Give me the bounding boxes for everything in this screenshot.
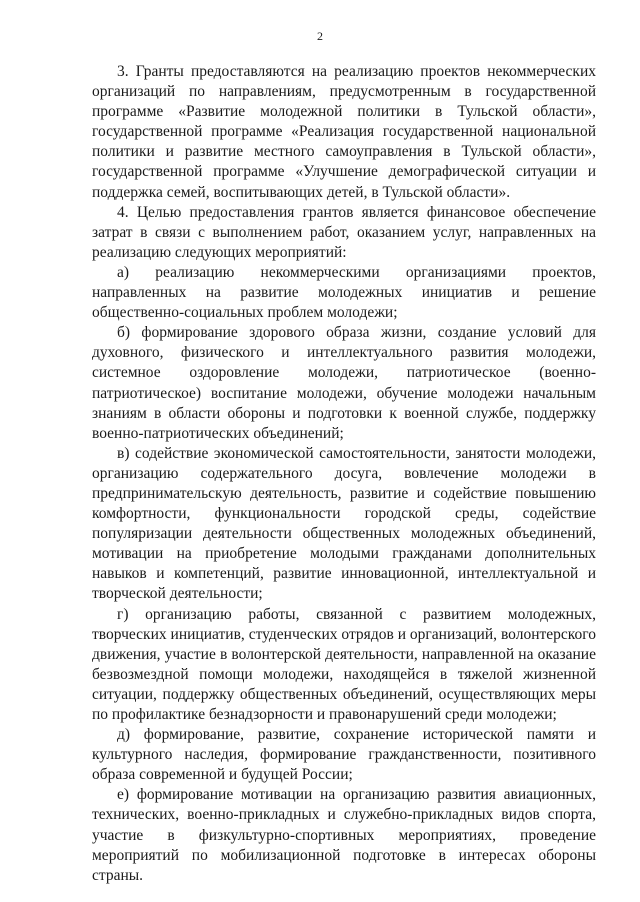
list-item-g: г) организацию работы, связанной с развитием молодежных, творческих инициатив, студенческих отрядов и организаций, волонтерского движения, участие в волонтерской деятельности, направленной на оказание безвозмездной помощи молодежи, находящейся в тяжелой жизненной ситуации, поддержку общественных объединений, осуществляющих меры по профилактике безнадзорности и правонарушений среди молодежи; <box>92 605 596 723</box>
list-item-d: д) формирование, развитие, сохранение исторической памяти и культурного наследия, формирование гражданственности, позитивного образа современной и будущей России; <box>92 726 596 784</box>
list-item-v: в) содействие экономической самостоятельности, занятости молодежи, организацию содержательного досуга, вовлечение молодежи в предпринимательскую деятельность, развитие и содействие повышению комфортности, функциональности городской среды, содействие популяризации деятельности общественных молодежных объединений, мотивации на приобретение молодыми гражданами дополнительных навыков и компетенций, развитие инновационной, интеллектуальной и творческой деятельности; <box>92 444 596 603</box>
list-item-b: б) формирование здорового образа жизни, создание условий для духовного, физического и интеллектуального развития молодежи, системное оздоровление молодежи, патриотическое (военно-патриотическое) воспитание молодежи, обучение молодежи начальным знаниям в области обороны и подготовки к военной службе, поддержку военно-патриотических объединений; <box>92 324 596 442</box>
list-item-e: е) формирование мотивации на организацию развития авиационных, технических, военно-прикладных и служебно-прикладных видов спорта, участие в физкультурно-спортивных мероприятиях, проведение мероприятий по мобилизационной подготовке в интересах обороны страны. <box>92 786 596 884</box>
list-item-a: а) реализацию некоммерческими организациями проектов, направленных на развитие молодежных инициатив и решение общественно-социальных проблем молодежи; <box>92 263 596 322</box>
document-body <box>92 62 596 886</box>
page-number: 2 <box>317 29 323 43</box>
paragraph-3-grants-directions: 3. Гранты предоставляются на реализацию проектов некоммерческих организаций по направлениям, предусмотренным в государственной программе «Развитие молодежной политики в Тульской области», государственной программе «Реализация государственной национальной политики и развитие местного самоуправления в Тульской области», государственной программе «Улучшение демографической ситуации и поддержка семей, воспитывающих детей, в Тульской области». <box>92 63 596 201</box>
paragraph-4-grants-purpose: 4. Целью предоставления грантов является финансовое обеспечение затрат в связи с выполнением работ, оказанием услуг, направленных на реализацию следующих мероприятий: <box>92 203 596 261</box>
